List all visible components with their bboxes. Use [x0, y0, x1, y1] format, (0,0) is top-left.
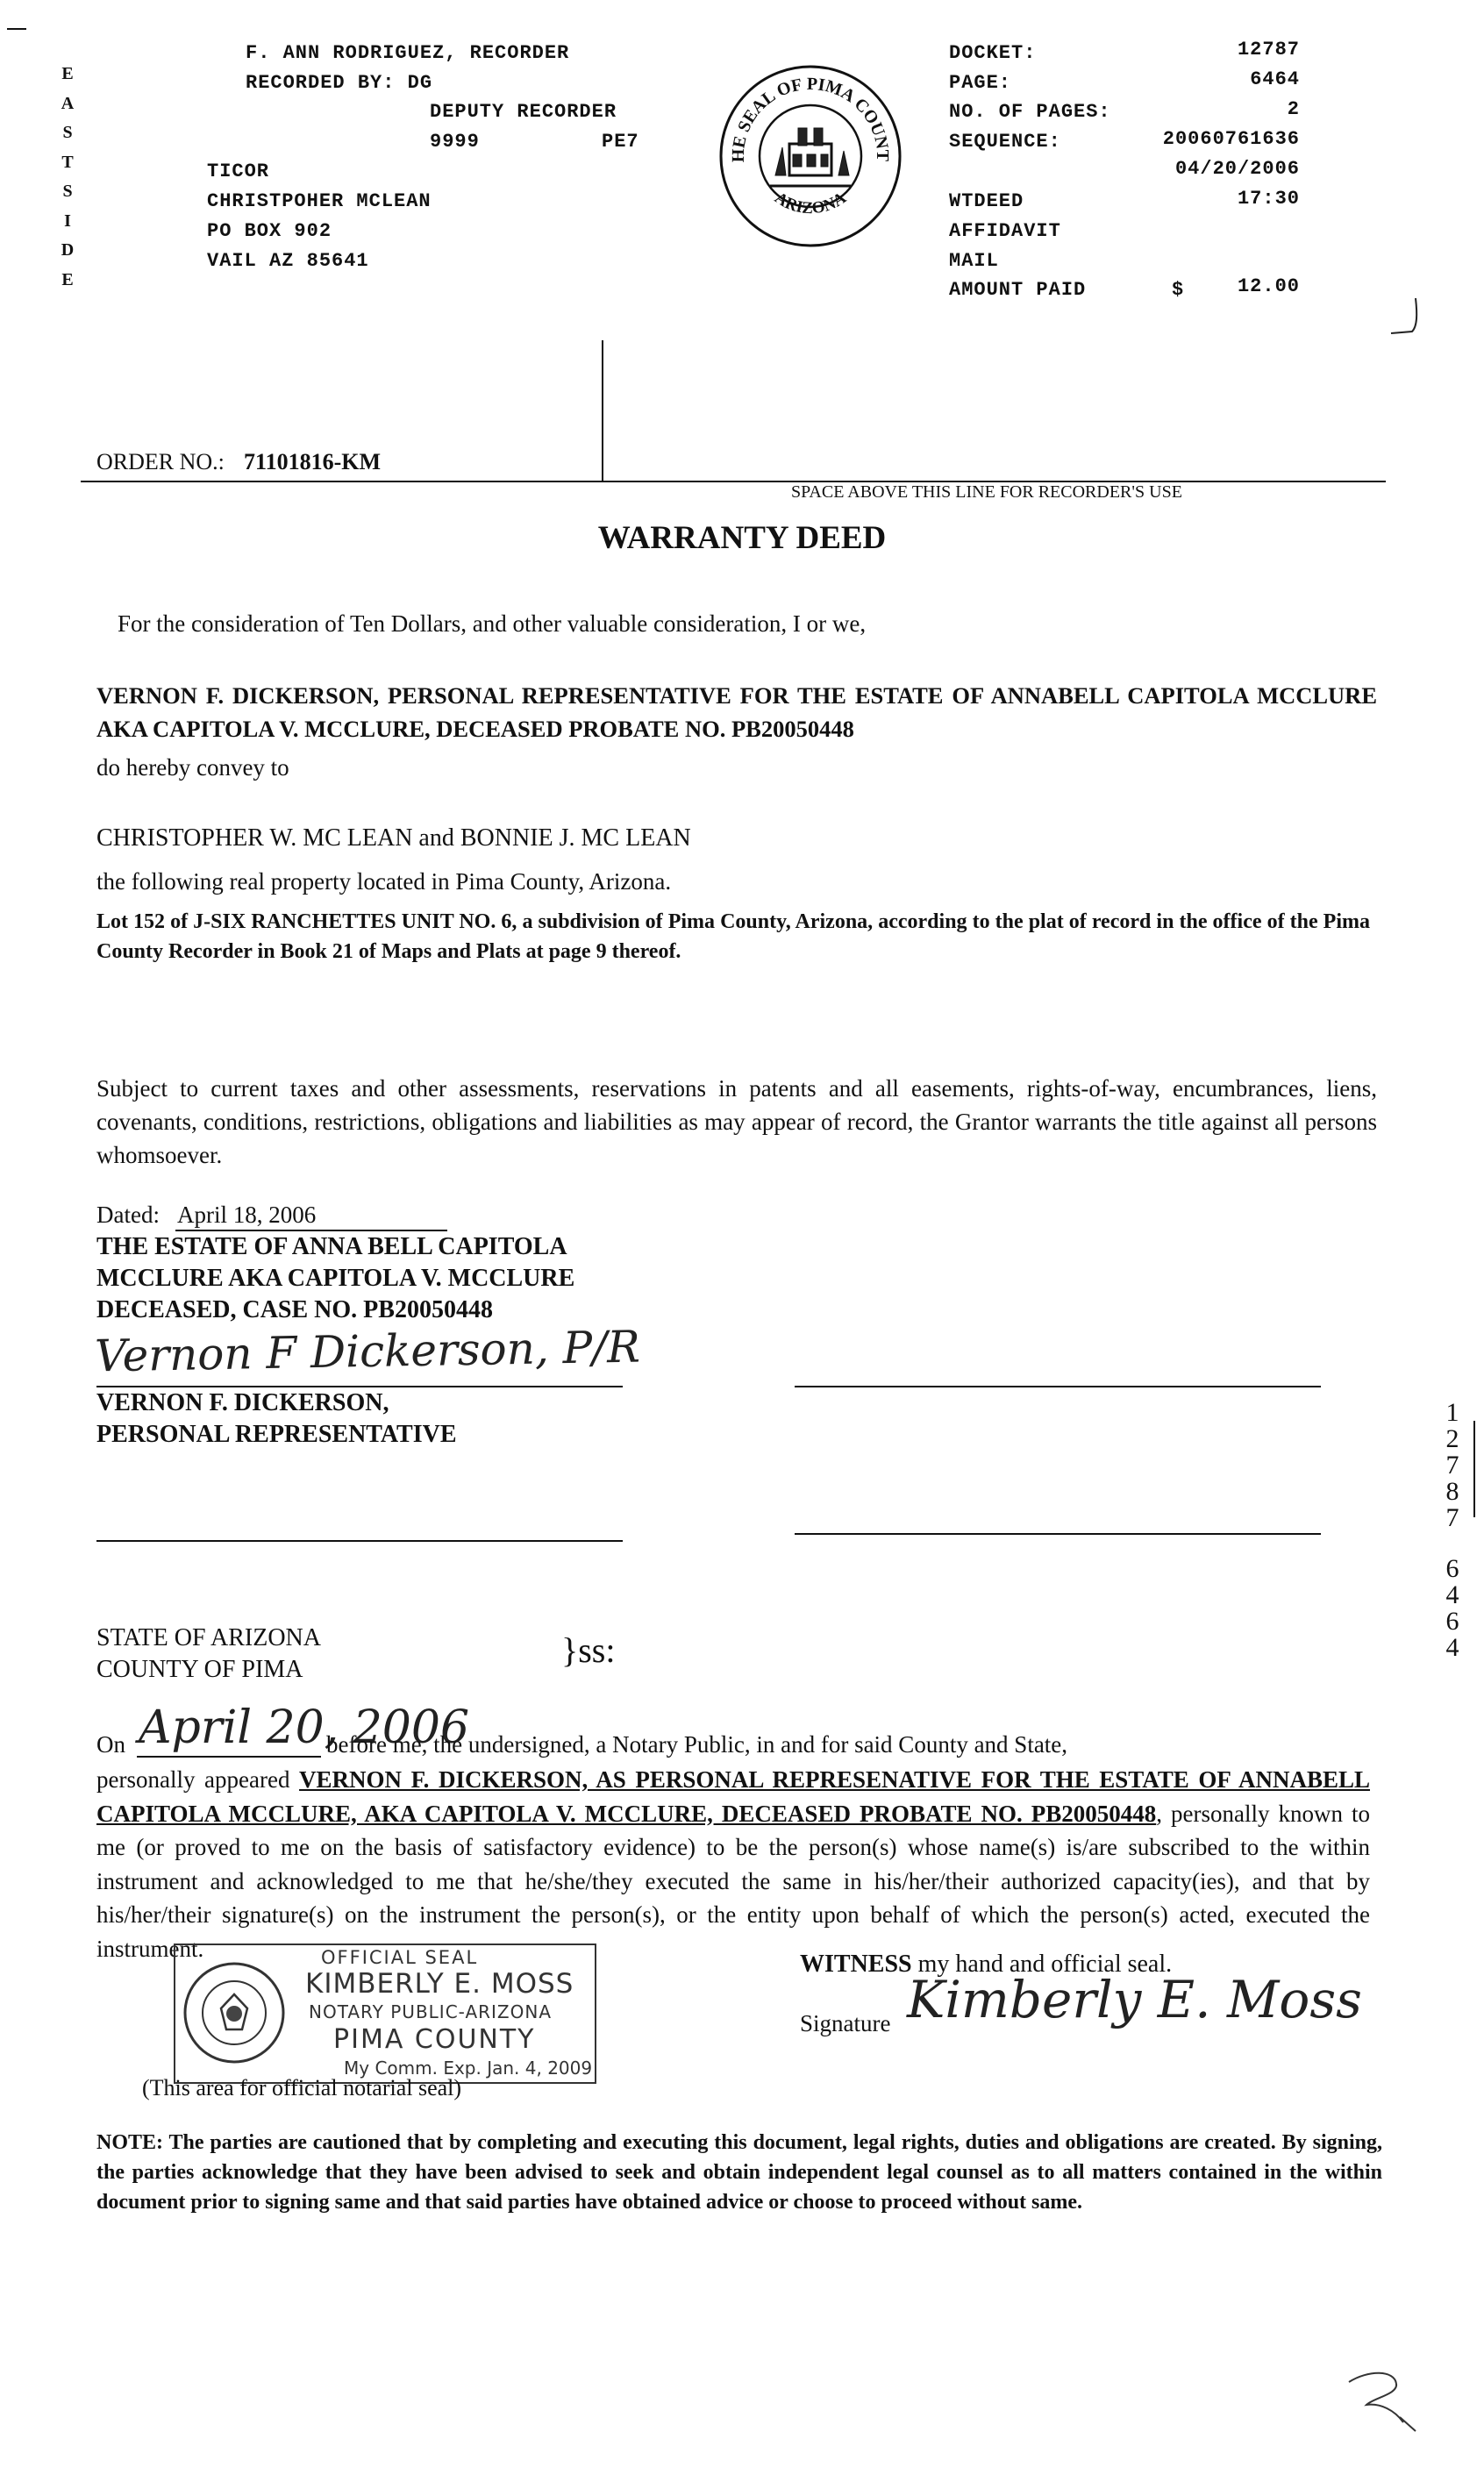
pages-value: 2	[1287, 98, 1300, 120]
recorder-divider-vertical	[602, 340, 603, 481]
appeared-name: VERNON F. DICKERSON, AS PERSONAL REPRESENATIVE FOR THE ESTATE OF ANNABELL CAPITOLA MCCLURE, AKA CAPITOLA V. MCCLURE, DECEASED PROBATE NO. PB20050448	[96, 1766, 1370, 1827]
dated-label: Dated:	[96, 1202, 160, 1228]
sequence-label: SEQUENCE:	[949, 131, 1061, 153]
side-letter: S	[62, 123, 73, 142]
page-label: PAGE:	[949, 72, 1012, 94]
grantee-text: CHRISTOPHER W. MC LEAN and BONNIE J. MC LEAN	[96, 824, 691, 852]
margin-digits: 1 2 7 8 7	[1445, 1398, 1459, 1532]
seal-top-text: HE SEAL OF PIMA COUNT	[728, 74, 893, 163]
notary-handwritten-date: April 20, 2006	[139, 1701, 470, 1754]
signer-title: PERSONAL REPRESENTATIVE	[96, 1421, 457, 1448]
svg-text:THE SEAL OF PIMA COUNTY	[717, 63, 892, 162]
notarial-seal-caption: (This area for official notarial seal)	[142, 2075, 462, 2100]
convey-text: do hereby convey to	[96, 754, 289, 781]
deputy-recorder: DEPUTY RECORDER	[430, 101, 617, 123]
amount-currency: $	[1172, 279, 1185, 301]
addressee-line: PO BOX 902	[207, 220, 332, 242]
stamp-notary-name: KIMBERLY E. MOSS	[305, 1968, 574, 2000]
notary-county: COUNTY OF PIMA	[96, 1656, 303, 1683]
notary-signature-label: Signature	[800, 2010, 891, 2036]
svg-text:ARIZONA	[771, 189, 849, 218]
side-letter: E	[61, 64, 74, 83]
recorder-station: PE7	[602, 131, 639, 153]
recorder-code: 9999	[430, 131, 480, 153]
docket-value: 12787	[1237, 39, 1300, 61]
stamp-official-seal: OFFICIAL SEAL	[321, 1947, 479, 1968]
subject-to-text: Subject to current taxes and other assessments, reservations in patents and all easements, rights-of-way, encumbrances, liens, covenants, conditions, restrictions, obligations and liabilities as may appear of record, the Grantor warrants the title against all persons whomsoever.	[96, 1075, 1377, 1168]
side-letter: I	[64, 210, 71, 231]
recorded-time: 17:30	[1237, 188, 1300, 210]
legal-description: Lot 152 of J-SIX RANCHETTES UNIT NO. 6, a subdivision of Pima County, Arizona, according to the plat of record in the office of the Pima County Recorder in Book 21 of Maps and Plats at page 9 thereof.	[96, 910, 1370, 963]
pima-county-seal	[717, 63, 903, 249]
eastside-vertical-label	[54, 60, 81, 295]
recorded-date: 04/20/2006	[1174, 158, 1300, 180]
notary-date-underline	[137, 1756, 321, 1758]
dated-value: April 18, 2006	[177, 1202, 317, 1228]
corner-bracket-mark	[1388, 296, 1423, 340]
signer-name: VERNON F. DICKERSON,	[96, 1389, 389, 1416]
stamp-county: PIMA COUNTY	[333, 2024, 536, 2055]
witness-text: my hand and official seal.	[917, 1951, 1173, 1978]
document-type: WTDEED	[949, 190, 1024, 212]
page-value: 6464	[1250, 68, 1300, 90]
pages-label: NO. OF PAGES:	[949, 101, 1111, 123]
stamp-notary-public: NOTARY PUBLIC-ARIZONA	[309, 2001, 553, 2022]
side-letter: E	[61, 269, 74, 289]
side-letter: D	[61, 240, 75, 260]
margin-digits: 6 4 6 4	[1445, 1554, 1459, 1662]
recorder-name: F. ANN RODRIGUEZ, RECORDER	[246, 42, 570, 64]
side-letter: A	[61, 93, 75, 113]
stamp-commission-expires: My Comm. Exp. Jan. 4, 2009	[344, 2058, 593, 2079]
addressee-line: VAIL AZ 85641	[207, 250, 369, 272]
affidavit-label: AFFIDAVIT	[949, 220, 1061, 242]
amount-paid-value: 12.00	[1237, 275, 1300, 297]
notary-signature: Kimberly E. Moss	[907, 1970, 1362, 2029]
addressee-line: CHRISTPOHER MCLEAN	[207, 190, 432, 212]
corner-mark	[7, 28, 26, 30]
sequence-value: 20060761636	[1162, 128, 1300, 150]
note-label: NOTE:	[96, 2131, 164, 2154]
notary-on-label: On	[96, 1731, 125, 1758]
dated-underline	[175, 1230, 447, 1231]
property-intro: the following real property located in Pima County, Arizona.	[96, 868, 672, 895]
signature-line-3	[96, 1540, 623, 1542]
estate-line: MCCLURE AKA CAPITOLA V. MCCLURE	[96, 1265, 575, 1292]
recorder-divider-line	[81, 481, 1386, 482]
witness-label: WITNESS	[800, 1951, 912, 1978]
notary-acknowledgment	[96, 1763, 1370, 1965]
mail-label: MAIL	[949, 250, 999, 272]
notary-ss: }ss:	[561, 1630, 616, 1670]
margin-docket-stamp	[1431, 1400, 1473, 1661]
order-number-value: 71101816-KM	[244, 449, 381, 474]
margin-edge-line	[1473, 1421, 1475, 1517]
signature-line-4	[795, 1533, 1321, 1535]
notary-before-me: before me, the undersigned, a Notary Public, in and for said County and State,	[326, 1731, 1068, 1758]
amount-paid-label: AMOUNT PAID	[949, 279, 1087, 301]
document-title: WARRANTY DEED	[597, 520, 887, 556]
pen-scribble-mark	[1342, 2364, 1421, 2435]
estate-line: THE ESTATE OF ANNA BELL CAPITOLA	[96, 1233, 567, 1260]
signature-line-2	[795, 1386, 1321, 1387]
side-letter: S	[62, 182, 73, 201]
grantor-text: VERNON F. DICKERSON, PERSONAL REPRESENTATIVE FOR THE ESTATE OF ANNABELL CAPITOLA MCCLURE AKA CAPITOLA V. MCCLURE, DECEASED PROBATE NO. PB20050448	[96, 682, 1377, 742]
note-text: The parties are cautioned that by completing and executing this document, legal rights, duties and obligations are created. By signing, the parties acknowledge that they have been advised to seek and obtain independent legal counsel as to all matters contained in the within document prior to signing same and that said parties have obtained advice or choose to proceed without same.	[96, 2131, 1382, 2214]
side-letter: T	[61, 152, 74, 172]
recorder-use-note: SPACE ABOVE THIS LINE FOR RECORDER'S USE	[791, 482, 1182, 502]
estate-line: DECEASED, CASE NO. PB20050448	[96, 1296, 493, 1323]
consideration-text: For the consideration of Ten Dollars, and other valuable consideration, I or we,	[118, 610, 867, 637]
docket-label: DOCKET:	[949, 42, 1037, 64]
recorded-by: RECORDED BY: DG	[246, 72, 433, 94]
appeared-prefix: personally appeared	[96, 1766, 290, 1793]
notary-seal-stamp	[174, 1944, 596, 2084]
notary-state: STATE OF ARIZONA	[96, 1624, 321, 1651]
seal-bottom-text: ARIZONA	[771, 189, 850, 218]
signature-line-1	[96, 1386, 623, 1387]
order-number-label: ORDER NO.:	[96, 449, 225, 474]
legal-note	[96, 2128, 1382, 2217]
addressee-line: TICOR	[207, 160, 270, 182]
acknowledgment-text: , personally known to me (or proved to me on the basis of satisfactory evidence) to be the person(s) whose name(s) is/are subscribed to the within instrument and acknowledged to me that he/she/they executed the same in his/her/their authorized capacity(ies), and that by his/her/their signature(s) on the instrument the person(s), or the entity upon behalf of which the person(s) acted, executed the instrument.	[96, 1800, 1370, 1962]
grantor-signature: Vernon F Dickerson, P/R	[94, 1321, 641, 1382]
